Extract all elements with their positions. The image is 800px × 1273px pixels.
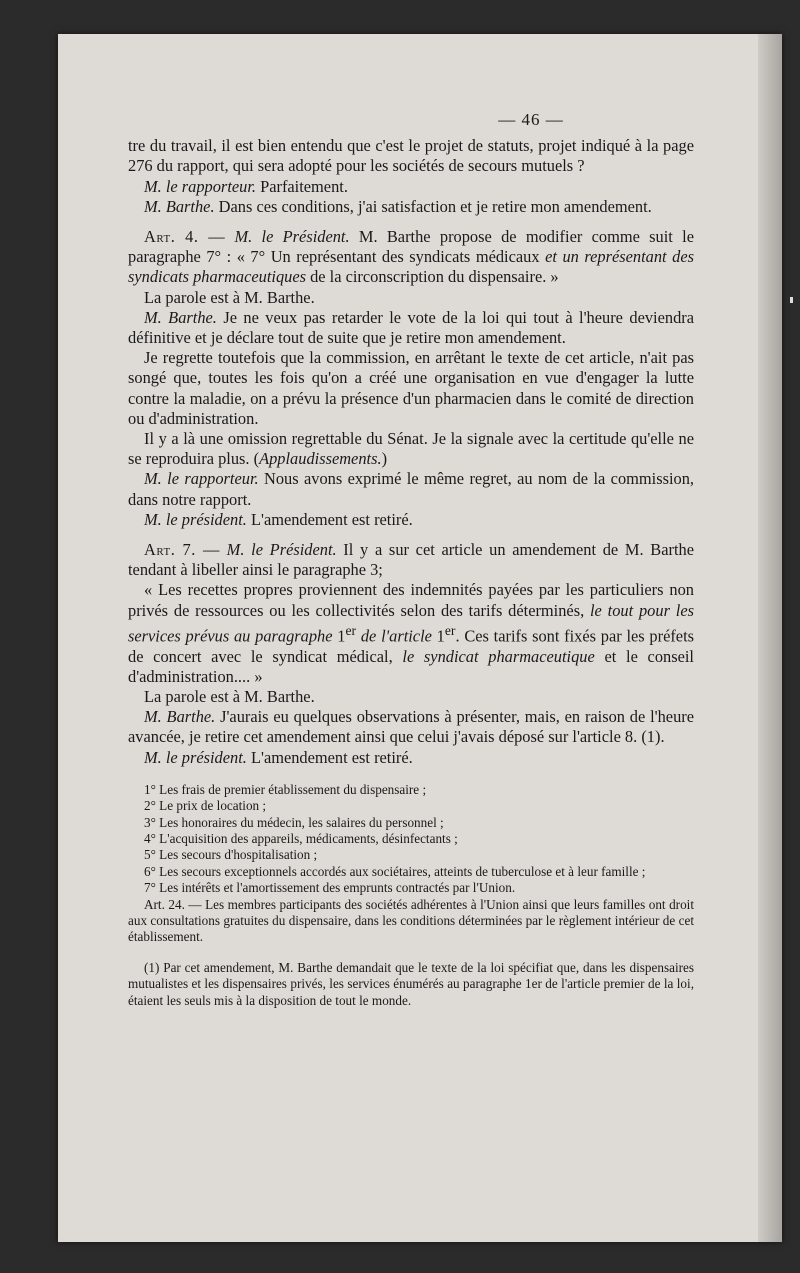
note-item: 5° Les secours d'hospitalisation ; bbox=[144, 847, 318, 863]
paragraph-text: Il y a là une omission regrettable du Sénat. Je la signale avec la certitude qu'elle ne se reproduira plus. ( bbox=[128, 429, 694, 469]
paragraph: La parole est à M. Barthe. bbox=[144, 686, 315, 706]
speaker-name: M. Barthe. bbox=[144, 307, 217, 327]
paragraph-text: Dans ces conditions, j'ai satisfaction et je retire mon amendement. bbox=[214, 196, 652, 216]
note-item: 6° Les secours exceptionnels accordés aux sociétaires, atteints de tuberculose et à leur famille ; bbox=[144, 863, 646, 879]
footnote: (1) Par cet amendement, M. Barthe demandait que le texte de la loi spécifiat que, dans les dispensaires mutualistes et les dispensaires privés, les services énumérés au paragraphe 1er de l'article premier de la loi, étaient les seuls mis à la disposition de tout le monde. bbox=[128, 959, 694, 1008]
superscript: er bbox=[444, 622, 456, 638]
paragraph-text: L'amendement est retiré. bbox=[246, 509, 413, 529]
page-edge-shadow bbox=[758, 34, 782, 1242]
paragraph-text: L'amendement est retiré. bbox=[246, 747, 413, 767]
paragraph bbox=[128, 580, 694, 686]
note-item: 2° Le prix de location ; bbox=[144, 798, 267, 814]
paragraph bbox=[128, 748, 694, 768]
paragraph: Je regrette toutefois que la commission, en arrêtant le texte de cet article, n'ait pas songé que, toutes les fois qu'on a créé une organisation en vue d'engager la lutte contre la maladie, on a prévu la présence d'un pharmacien dans le comité de direction ou d'administration. bbox=[128, 348, 694, 428]
note-item: 4° L'acquisition des appareils, médicaments, désinfectants ; bbox=[144, 830, 458, 846]
italic-text: Applaudissements. bbox=[259, 449, 382, 469]
speaker-name: M. Barthe. bbox=[144, 196, 215, 216]
paragraph-text: J'aurais eu quelques observations à présenter, mais, en raison de l'heure avancée, je retire cet amendement ainsi que celui j'avais déposé sur l'article 8. (1). bbox=[128, 707, 694, 747]
speaker-name: M. le Président. bbox=[225, 227, 350, 247]
paragraph-text: . Ces tarifs sont fixés par les préfets de concert avec le syndicat médical, bbox=[128, 626, 695, 666]
paragraph-text: 1 bbox=[332, 626, 346, 646]
note-item: 7° Les intérêts et l'amortissement des emprunts contractés par l'Union. bbox=[144, 880, 516, 896]
speaker-name: M. le rapporteur. bbox=[144, 176, 256, 196]
italic-text: et un représentant des syndicats pharmaceutiques bbox=[128, 247, 694, 287]
paragraph-text: Il y a sur cet article un amendement de M. Barthe tendant à libeller ainsi le paragraphe 3; bbox=[128, 540, 694, 580]
paragraph bbox=[128, 197, 694, 217]
paragraph-text: Parfaitement. bbox=[256, 176, 348, 196]
paragraph-text: et le conseil d'administration.... » bbox=[128, 646, 694, 686]
paragraph-text: Je ne veux pas retarder le vote de la loi qui tout à l'heure deviendra définitive et je déclare tout de suite que je retire mon amendement. bbox=[128, 307, 694, 348]
page-number: — 46 — bbox=[498, 110, 564, 129]
italic-text: le tout pour les services prévus au paragraphe bbox=[128, 600, 694, 646]
page-content bbox=[128, 110, 694, 1009]
scan-mark bbox=[790, 297, 793, 303]
note-item: 3° Les honoraires du médecin, les salaires du personnel ; bbox=[144, 814, 444, 830]
speaker-name: M. le rapporteur. bbox=[144, 469, 259, 489]
paragraph bbox=[128, 177, 694, 197]
paragraph: tre du travail, il est bien entendu que c'est le projet de statuts, projet indiqué à la page 276 du rapport, qui sera adopté pour les sociétés de secours mutuels ? bbox=[128, 136, 694, 176]
article-label: Art. 7. — bbox=[144, 540, 220, 560]
paragraph bbox=[128, 227, 694, 288]
paragraph bbox=[128, 308, 694, 348]
paragraph bbox=[128, 510, 694, 530]
paragraph bbox=[128, 540, 694, 580]
speaker-name: M. le Président. bbox=[219, 540, 337, 560]
paragraph-text: M. Barthe propose de modifier comme suit le paragraphe 7° : « 7° Un représentant des syndicats médicaux bbox=[128, 227, 694, 267]
paragraph-text: Nous avons exprimé le même regret, au nom de la commission, dans notre rapport. bbox=[128, 469, 694, 509]
speaker-name: M. Barthe. bbox=[144, 707, 216, 727]
paragraph-text: de la circonscription du dispensaire. » bbox=[306, 267, 559, 287]
paragraph-text: « Les recettes propres proviennent des indemnités payées par les particuliers non privés de ressources ou les collectivités selon des tarifs déterminés, bbox=[128, 580, 694, 620]
superscript: er bbox=[345, 622, 357, 638]
paragraph-text: ) bbox=[381, 449, 388, 469]
paragraph bbox=[128, 469, 694, 509]
paragraph-text: 1 bbox=[431, 626, 445, 646]
speaker-name: M. le président. bbox=[144, 747, 247, 767]
italic-text: de l'article bbox=[356, 626, 432, 646]
notes-block bbox=[128, 782, 694, 1009]
speaker-name: M. le président. bbox=[144, 509, 247, 529]
footnote-block bbox=[128, 960, 694, 1009]
paragraph: La parole est à M. Barthe. bbox=[144, 287, 315, 307]
italic-text: le syndicat pharmaceutique bbox=[402, 646, 595, 666]
note-item: 1° Les frais de premier établissement du dispensaire ; bbox=[144, 781, 427, 797]
paragraph bbox=[128, 429, 694, 469]
article-label: Art. 4. — bbox=[144, 227, 226, 247]
paragraph bbox=[128, 707, 694, 747]
note-item: Art. 24. — Les membres participants des sociétés adhérentes à l'Union ainsi que leurs familles ont droit aux consultations gratuites du dispensaire, dans les conditions déterminées par le règlement intérieur de cet établissement. bbox=[128, 896, 694, 945]
